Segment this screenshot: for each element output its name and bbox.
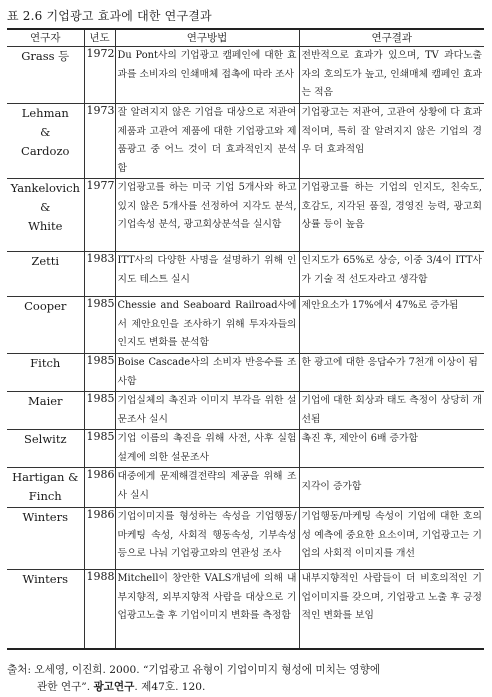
method-cell: 잘 알려지지 않은 기업을 대상으로 저관여 제품과 고관여 제품에 대한 기업광고와 제품광고 중 어느 것이 더 효과적인지 분석함	[115, 104, 299, 179]
table-row	[7, 508, 484, 570]
researcher-name-line: &	[40, 125, 51, 139]
researcher-name-line: Cardozo	[21, 144, 70, 158]
year-cell: 1985	[84, 430, 115, 468]
method-cell: 기업 이름의 촉진을 위해 사전, 사후 실험설계에 의한 설문조사	[115, 430, 299, 468]
table-header-row	[7, 29, 484, 47]
year-cell: 1986	[84, 468, 115, 508]
year-cell: 1986	[84, 508, 115, 570]
result-cell: 제안요소가 17%에서 47%로 증가됨	[299, 297, 484, 354]
method-cell: 대중에게 문제해결전략의 제공을 위해 조사 실시	[115, 468, 299, 508]
year-cell: 1972	[84, 47, 115, 104]
method-cell: 기업이미지를 형성하는 속성을 기업행동/마케팅 속성, 사회적 행동속성, 기부속성 등으로 나눠 기업광고와의 연관성 조사	[115, 508, 299, 570]
researcher-cell: Selwitz	[7, 430, 84, 468]
method-cell: Boise Cascade사의 소비자 반응수를 조사함	[115, 354, 299, 392]
result-cell: 기업광고는 저관여, 고관여 상황에 다 효과적이며, 특히 잘 알려지지 않은 기업의 경우 더 효과적임	[299, 104, 484, 179]
source-line-2	[7, 679, 484, 697]
year-cell: 1973	[84, 104, 115, 179]
header-result: 연구결과	[299, 29, 484, 47]
year-cell: 1988	[84, 570, 115, 649]
researcher-cell: Winters	[7, 508, 84, 570]
method-cell: Mitchell이 창안한 VALS개념에 의해 내부지향적, 외부지향적 사람을 대상으로 기업광고노출 후 기업이미지 변화를 측정함	[115, 570, 299, 649]
researcher-cell	[7, 179, 84, 252]
researcher-cell	[7, 468, 84, 508]
journal-name: 광고연구	[93, 681, 135, 693]
year-cell: 1977	[84, 179, 115, 252]
source-issue: . 제47호. 120.	[134, 681, 206, 693]
researcher-name-line: Lehman	[21, 106, 69, 120]
method-cell: Chessie and Seaboard Railroad사에서 제안요인을 조사하기 위해 투자자들의 인지도 변화를 분석함	[115, 297, 299, 354]
result-cell: 기업광고를 하는 기업의 인지도, 친숙도, 호감도, 지각된 품질, 경영진 능력, 광고회상률 등이 높음	[299, 179, 484, 252]
source-line-1: 출처: 오세영, 이진희. 2000. “기업광고 유형이 기업이미지 형성에 미치는 영향에	[7, 663, 381, 676]
year-cell: 1985	[84, 354, 115, 392]
result-cell: 내부지향적인 사람들이 더 비호의적인 기업이미지를 갖으며, 기업광고 노출 후 긍정적인 변화를 보임	[299, 570, 484, 649]
result-cell: 지각이 증가함	[299, 468, 484, 508]
header-researcher: 연구자	[7, 29, 84, 47]
year-cell: 1985	[84, 392, 115, 430]
researcher-cell: Winters	[7, 570, 84, 649]
table-row	[7, 104, 484, 179]
research-results-table	[7, 28, 484, 650]
table-caption: 표 2.6 기업광고 효과에 대한 연구결과	[7, 9, 212, 23]
table-row	[7, 354, 484, 392]
table-row	[7, 570, 484, 649]
table-row	[7, 252, 484, 297]
table-row	[7, 392, 484, 430]
result-cell: 전반적으로 효과가 있으며, TV 과다노출자의 호의도가 높고, 인쇄매체 캠페인 효과는 적음	[299, 47, 484, 104]
source-title-end: 관한 연구”.	[37, 681, 94, 693]
table-row	[7, 297, 484, 354]
table-row	[7, 179, 484, 252]
researcher-name-line: Finch	[28, 489, 62, 503]
researcher-name-line: Yankelovich	[10, 181, 80, 195]
method-cell: Du Pont사의 기업광고 캠페인에 대한 효과를 소비자의 인쇄매체 접촉에 따라 조사	[115, 47, 299, 104]
source-citation	[7, 662, 484, 697]
result-cell: 인지도가 65%로 상승, 이중 3/4이 ITT사가 기술 적 선도자라고 생각함	[299, 252, 484, 297]
header-method: 연구방법	[115, 29, 299, 47]
year-cell: 1983	[84, 252, 115, 297]
table-row	[7, 47, 484, 104]
year-cell: 1985	[84, 297, 115, 354]
researcher-cell: Cooper	[7, 297, 84, 354]
method-cell: 기업광고를 하는 미국 기업 5개사와 하고 있지 않은 5개사를 선정하여 지각도 분석, 기업속성 분석, 광고회상분석을 실시함	[115, 179, 299, 252]
header-year: 년도	[84, 29, 115, 47]
result-cell: 기업에 대한 회상과 태도 측정이 상당히 개선됨	[299, 392, 484, 430]
researcher-name-line: Hartigan &	[12, 470, 79, 484]
researcher-name-line: White	[28, 219, 63, 233]
table-row	[7, 468, 484, 508]
result-cell: 기업행동/마케팅 속성이 기업에 대한 호의성 예측에 중요한 요소이며, 기업광고는 기업의 사회적 이미지를 개선	[299, 508, 484, 570]
researcher-cell: Grass 등	[7, 47, 84, 104]
researcher-name-line: &	[40, 200, 51, 214]
table-row	[7, 430, 484, 468]
method-cell: ITT사의 다양한 사명을 설명하기 위해 인지도 테스트 실시	[115, 252, 299, 297]
researcher-cell: Maier	[7, 392, 84, 430]
researcher-cell	[7, 104, 84, 179]
result-cell: 한 광고에 대한 응답수가 7천개 이상이 됨	[299, 354, 484, 392]
result-cell: 촉진 후, 제안이 6배 증가함	[299, 430, 484, 468]
researcher-cell: Zetti	[7, 252, 84, 297]
method-cell: 기업실체의 촉진과 이미지 부각을 위한 설문조사 실시	[115, 392, 299, 430]
researcher-cell: Fitch	[7, 354, 84, 392]
